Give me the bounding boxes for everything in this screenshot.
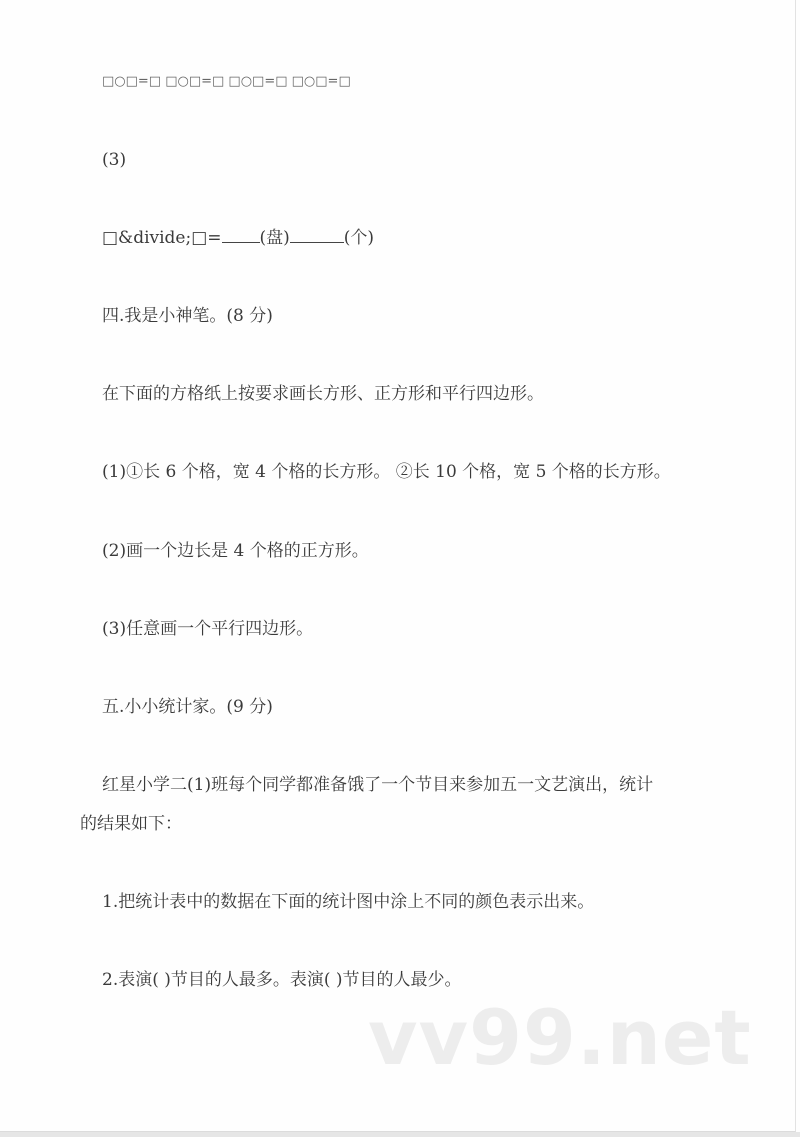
item-3-label: (3) — [102, 150, 127, 170]
section-4-question-3: (3)任意画一个平行四边形。 — [102, 619, 314, 639]
watermark: vv99.net — [368, 993, 752, 1082]
answer-blank-1[interactable] — [222, 226, 260, 243]
answer-blank-2[interactable] — [290, 226, 344, 243]
section-5-question-1: 1.把统计表中的数据在下面的统计图中涂上不同的颜色表示出来。 — [102, 892, 595, 912]
section-5-intro-line-2: 的结果如下： — [80, 814, 182, 834]
page-bottom-edge — [0, 1132, 800, 1137]
section-5-intro-line-1: 红星小学二(1)班每个同学都准备饿了一个节目来参加五一文艺演出，统计 — [102, 775, 654, 795]
section-4-title: 四.我是小神笔。(8 分) — [102, 306, 273, 326]
symbols-row: □○□=□ □○□=□ □○□=□ □○□=□ — [102, 74, 351, 89]
section-4-intro: 在下面的方格纸上按要求画长方形、正方形和平行四边形。 — [102, 384, 544, 404]
division-line — [102, 226, 374, 250]
division-prefix: □&divide;□= — [102, 228, 222, 248]
section-5-question-2: 2.表演( )节目的人最多。表演( )节目的人最少。 — [102, 970, 462, 990]
division-unit-items: (个) — [343, 228, 375, 248]
section-5-title: 五.小小统计家。(9 分) — [102, 697, 273, 717]
section-4-question-1: (1)①长 6 个格，宽 4 个格的长方形。 ②长 10 个格，宽 5 个格的长方形。 — [102, 462, 671, 482]
section-4-question-2: (2)画一个边长是 4 个格的正方形。 — [102, 541, 369, 561]
division-unit-plates: (盘) — [259, 228, 290, 248]
